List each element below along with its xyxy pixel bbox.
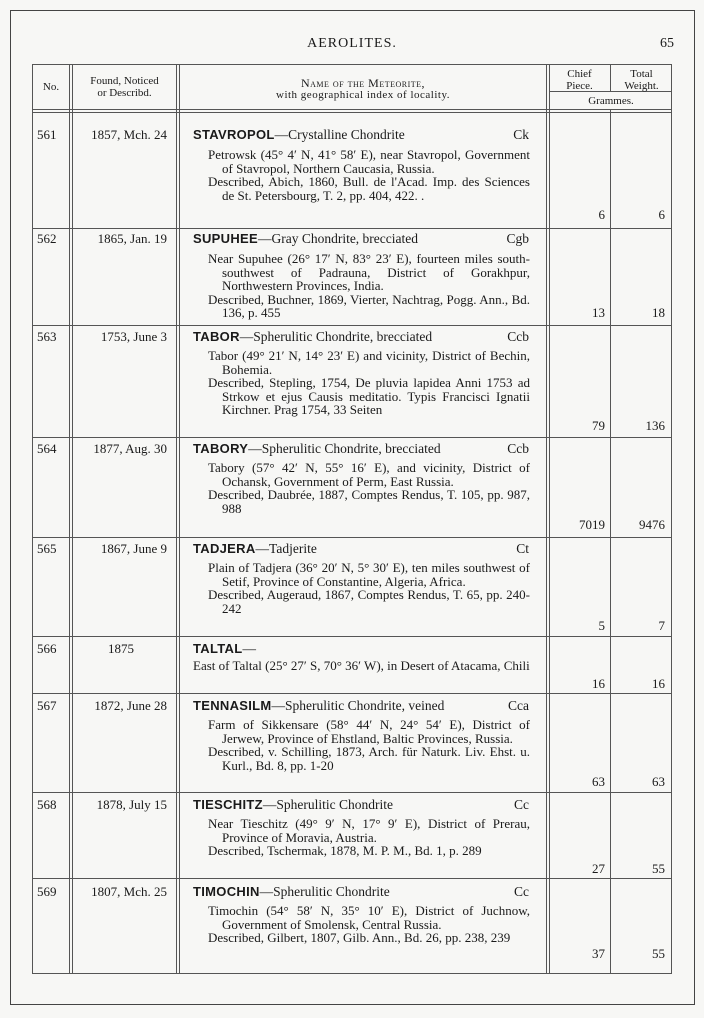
entry-described: Described, Tschermak, 1878, M. P. M., Bd. 1, p. 289 <box>208 843 482 858</box>
entry-number: 569 <box>37 884 57 899</box>
entry-name: TABORY <box>193 441 249 456</box>
entry-title <box>193 884 529 900</box>
entry-type: —Spherulitic Chondrite <box>262 797 393 812</box>
entry-title <box>193 797 529 813</box>
entry-description <box>208 817 530 858</box>
entry-total-weight: 7 <box>658 618 665 633</box>
entry-locality: Near Tieschitz (49° 9′ N, 17° 9′ E), District of Prerau, Province of Moravia, Austria. <box>208 816 530 845</box>
header-name <box>180 77 546 101</box>
entry-type: —Spherulitic Chondrite <box>259 884 390 899</box>
page-number: 65 <box>660 36 674 51</box>
entry-title <box>193 641 529 657</box>
entry-described: Described, Gilbert, 1807, Gilb. Ann., Bd. 26, pp. 238, 239 <box>208 930 511 945</box>
entry-date: 1872, June 28 <box>94 698 167 713</box>
entry-chief-piece: 79 <box>592 418 605 433</box>
entry-type: —Spherulitic Chondrite, brecciated <box>239 329 433 344</box>
entry-type: —Spherulitic Chondrite, veined <box>271 698 445 713</box>
entry-date: 1867, June 9 <box>100 541 167 556</box>
entry-total-weight: 9476 <box>639 517 665 532</box>
entry-name: TALTAL <box>193 641 243 656</box>
entry-number: 567 <box>37 698 57 713</box>
entry-name: TENNASILM <box>193 698 272 713</box>
entry-date: 1857, Mch. 24 <box>91 127 167 142</box>
header-chief-line1: Chief <box>567 68 592 80</box>
entry-description <box>193 659 530 673</box>
entry-date: 1753, June 3 <box>100 329 167 344</box>
entry-described: Described, Augeraud, 1867, Comptes Rendus, T. 65, pp. 240-242 <box>208 587 530 616</box>
entry-locality: Near Supuhee (26° 17′ N, 83° 23′ E), fourteen miles south-southwest of Padrauna, District of Gorakhpur, Northwestern Provinces, India. <box>208 251 530 293</box>
entry-class: Ccb <box>507 329 529 344</box>
header-chief <box>549 68 610 92</box>
entry-title <box>193 231 529 247</box>
entry-class: Ct <box>516 541 529 556</box>
entry-locality: Petrowsk (45° 4′ N, 41° 58′ E), near Stavropol, Government of Stavropol, Northern Caucasia, Russia. <box>208 147 530 176</box>
entry-described: Described, Stepling, 1754, De pluvia lapidea Anni 1753 ad Strkow et ejus Causis meditatio. Typis Francisci Ignatii Kirchner. Prag 1754, 33 Seiten <box>208 375 530 417</box>
header-units: Grammes. <box>588 95 634 107</box>
header-found-line2: or Describd. <box>97 87 152 99</box>
entry-description <box>208 349 530 417</box>
entry-total-weight: 18 <box>652 305 665 320</box>
entry-name: TIESCHITZ <box>193 797 263 812</box>
entry-number: 564 <box>37 441 57 456</box>
header-total-line2: Weight. <box>624 80 659 92</box>
entry-type: —Spherulitic Chondrite, brecciated <box>248 441 441 456</box>
entry-described: Described, Daubrée, 1887, Comptes Rendus, T. 105, pp. 987, 988 <box>208 487 530 516</box>
header-name-line1: Name of the Meteorite, <box>300 76 426 90</box>
entry-type: —Tadjerite <box>255 541 317 556</box>
entry-total-weight: 6 <box>658 207 665 222</box>
entry-described: Described, v. Schilling, 1873, Arch. für Naturk. Liv. Ehst. u. Kurl., Bd. 8, pp. 1-20 <box>208 744 530 773</box>
entry-type: —Gray Chondrite, brecciated <box>257 231 419 246</box>
entry-number: 562 <box>37 231 57 246</box>
entry-locality: East of Taltal (25° 27′ S, 70° 36′ W), in Desert of Atacama, Chili <box>193 658 530 673</box>
entry-class: Cc <box>514 797 529 812</box>
entry-chief-piece: 37 <box>592 946 605 961</box>
entry-type: — <box>242 641 256 656</box>
header-found <box>73 75 176 99</box>
entry-class: Ccb <box>507 441 529 456</box>
entry-date: 1875 <box>108 641 134 656</box>
entry-title <box>193 329 529 345</box>
entry-date: 1865, Jan. 19 <box>97 231 167 246</box>
entry-class: Ck <box>513 127 529 142</box>
entry-description <box>208 461 530 515</box>
entry-number: 565 <box>37 541 57 556</box>
entry-class: Cgb <box>506 231 529 246</box>
entry-chief-piece: 13 <box>592 305 605 320</box>
entry-description <box>208 148 530 202</box>
entry-total-weight: 55 <box>652 861 665 876</box>
entry-chief-piece: 27 <box>592 861 605 876</box>
entry-locality: Tabor (49° 21′ N, 14° 23′ E) and vicinity, District of Bechin, Bohemia. <box>208 348 530 377</box>
entry-title <box>193 698 529 714</box>
entry-locality: Plain of Tadjera (36° 20′ N, 5° 30′ E), ten miles southwest of Setif, Province of Constantine, Algeria, Africa. <box>208 560 530 589</box>
entry-name: TADJERA <box>193 541 256 556</box>
entry-description <box>208 252 530 320</box>
entry-number: 563 <box>37 329 57 344</box>
entry-name: TABOR <box>193 329 240 344</box>
entry-title <box>193 127 529 143</box>
entry-description <box>208 904 530 945</box>
entry-total-weight: 55 <box>652 946 665 961</box>
entry-number: 561 <box>37 127 57 142</box>
entry-chief-piece: 16 <box>592 676 605 691</box>
entry-date: 1807, Mch. 25 <box>91 884 167 899</box>
entry-chief-piece: 6 <box>598 207 605 222</box>
entry-chief-piece: 7019 <box>579 517 605 532</box>
header-name-line2: with geographical index of locality. <box>276 89 450 101</box>
entry-class: Cca <box>508 698 529 713</box>
entry-chief-piece: 63 <box>592 774 605 789</box>
entry-locality: Farm of Sikkensare (58° 44′ N, 24° 54′ E), District of Jerwew, Province of Ehstland, Baltic Provinces, Russia. <box>208 717 530 746</box>
entry-title <box>193 441 529 457</box>
entry-date: 1878, July 15 <box>96 797 167 812</box>
header-total-line1: Total <box>630 68 653 80</box>
entry-total-weight: 16 <box>652 676 665 691</box>
entry-described: Described, Abich, 1860, Bull. de l'Acad. Imp. des Sciences de St. Petersbourg, T. 2, pp. 404, 422. . <box>208 174 530 203</box>
entry-description <box>208 561 530 615</box>
header-total <box>611 68 672 92</box>
entry-locality: Timochin (54° 58′ N, 35° 10′ E), District of Juchnow, Government of Smolensk, Central Russia. <box>208 903 530 932</box>
entry-date: 1877, Aug. 30 <box>93 441 167 456</box>
entry-total-weight: 136 <box>645 418 665 433</box>
entry-type: —Crystalline Chondrite <box>274 127 405 142</box>
header-no: No. <box>42 81 60 93</box>
entry-total-weight: 63 <box>652 774 665 789</box>
entry-number: 568 <box>37 797 57 812</box>
entry-name: STAVROPOL <box>193 127 275 142</box>
meteorite-table <box>32 64 672 974</box>
entry-class: Cc <box>514 884 529 899</box>
entry-name: TIMOCHIN <box>193 884 260 899</box>
entry-description <box>208 718 530 772</box>
entry-described: Described, Buchner, 1869, Vierter, Nachtrag, Pogg. Ann., Bd. 136, p. 455 <box>208 291 530 320</box>
header-chief-line2: Piece. <box>566 80 593 92</box>
entry-number: 566 <box>37 641 57 656</box>
entry-title <box>193 541 529 557</box>
header-found-line1: Found, Noticed <box>90 75 159 87</box>
running-title: AEROLITES. <box>307 36 397 51</box>
entry-name: SUPUHEE <box>193 231 258 246</box>
entry-chief-piece: 5 <box>598 618 605 633</box>
entry-locality: Tabory (57° 42′ N, 55° 16′ E), and vicinity, District of Ochansk, Government of Perm, East Russia. <box>208 460 530 489</box>
